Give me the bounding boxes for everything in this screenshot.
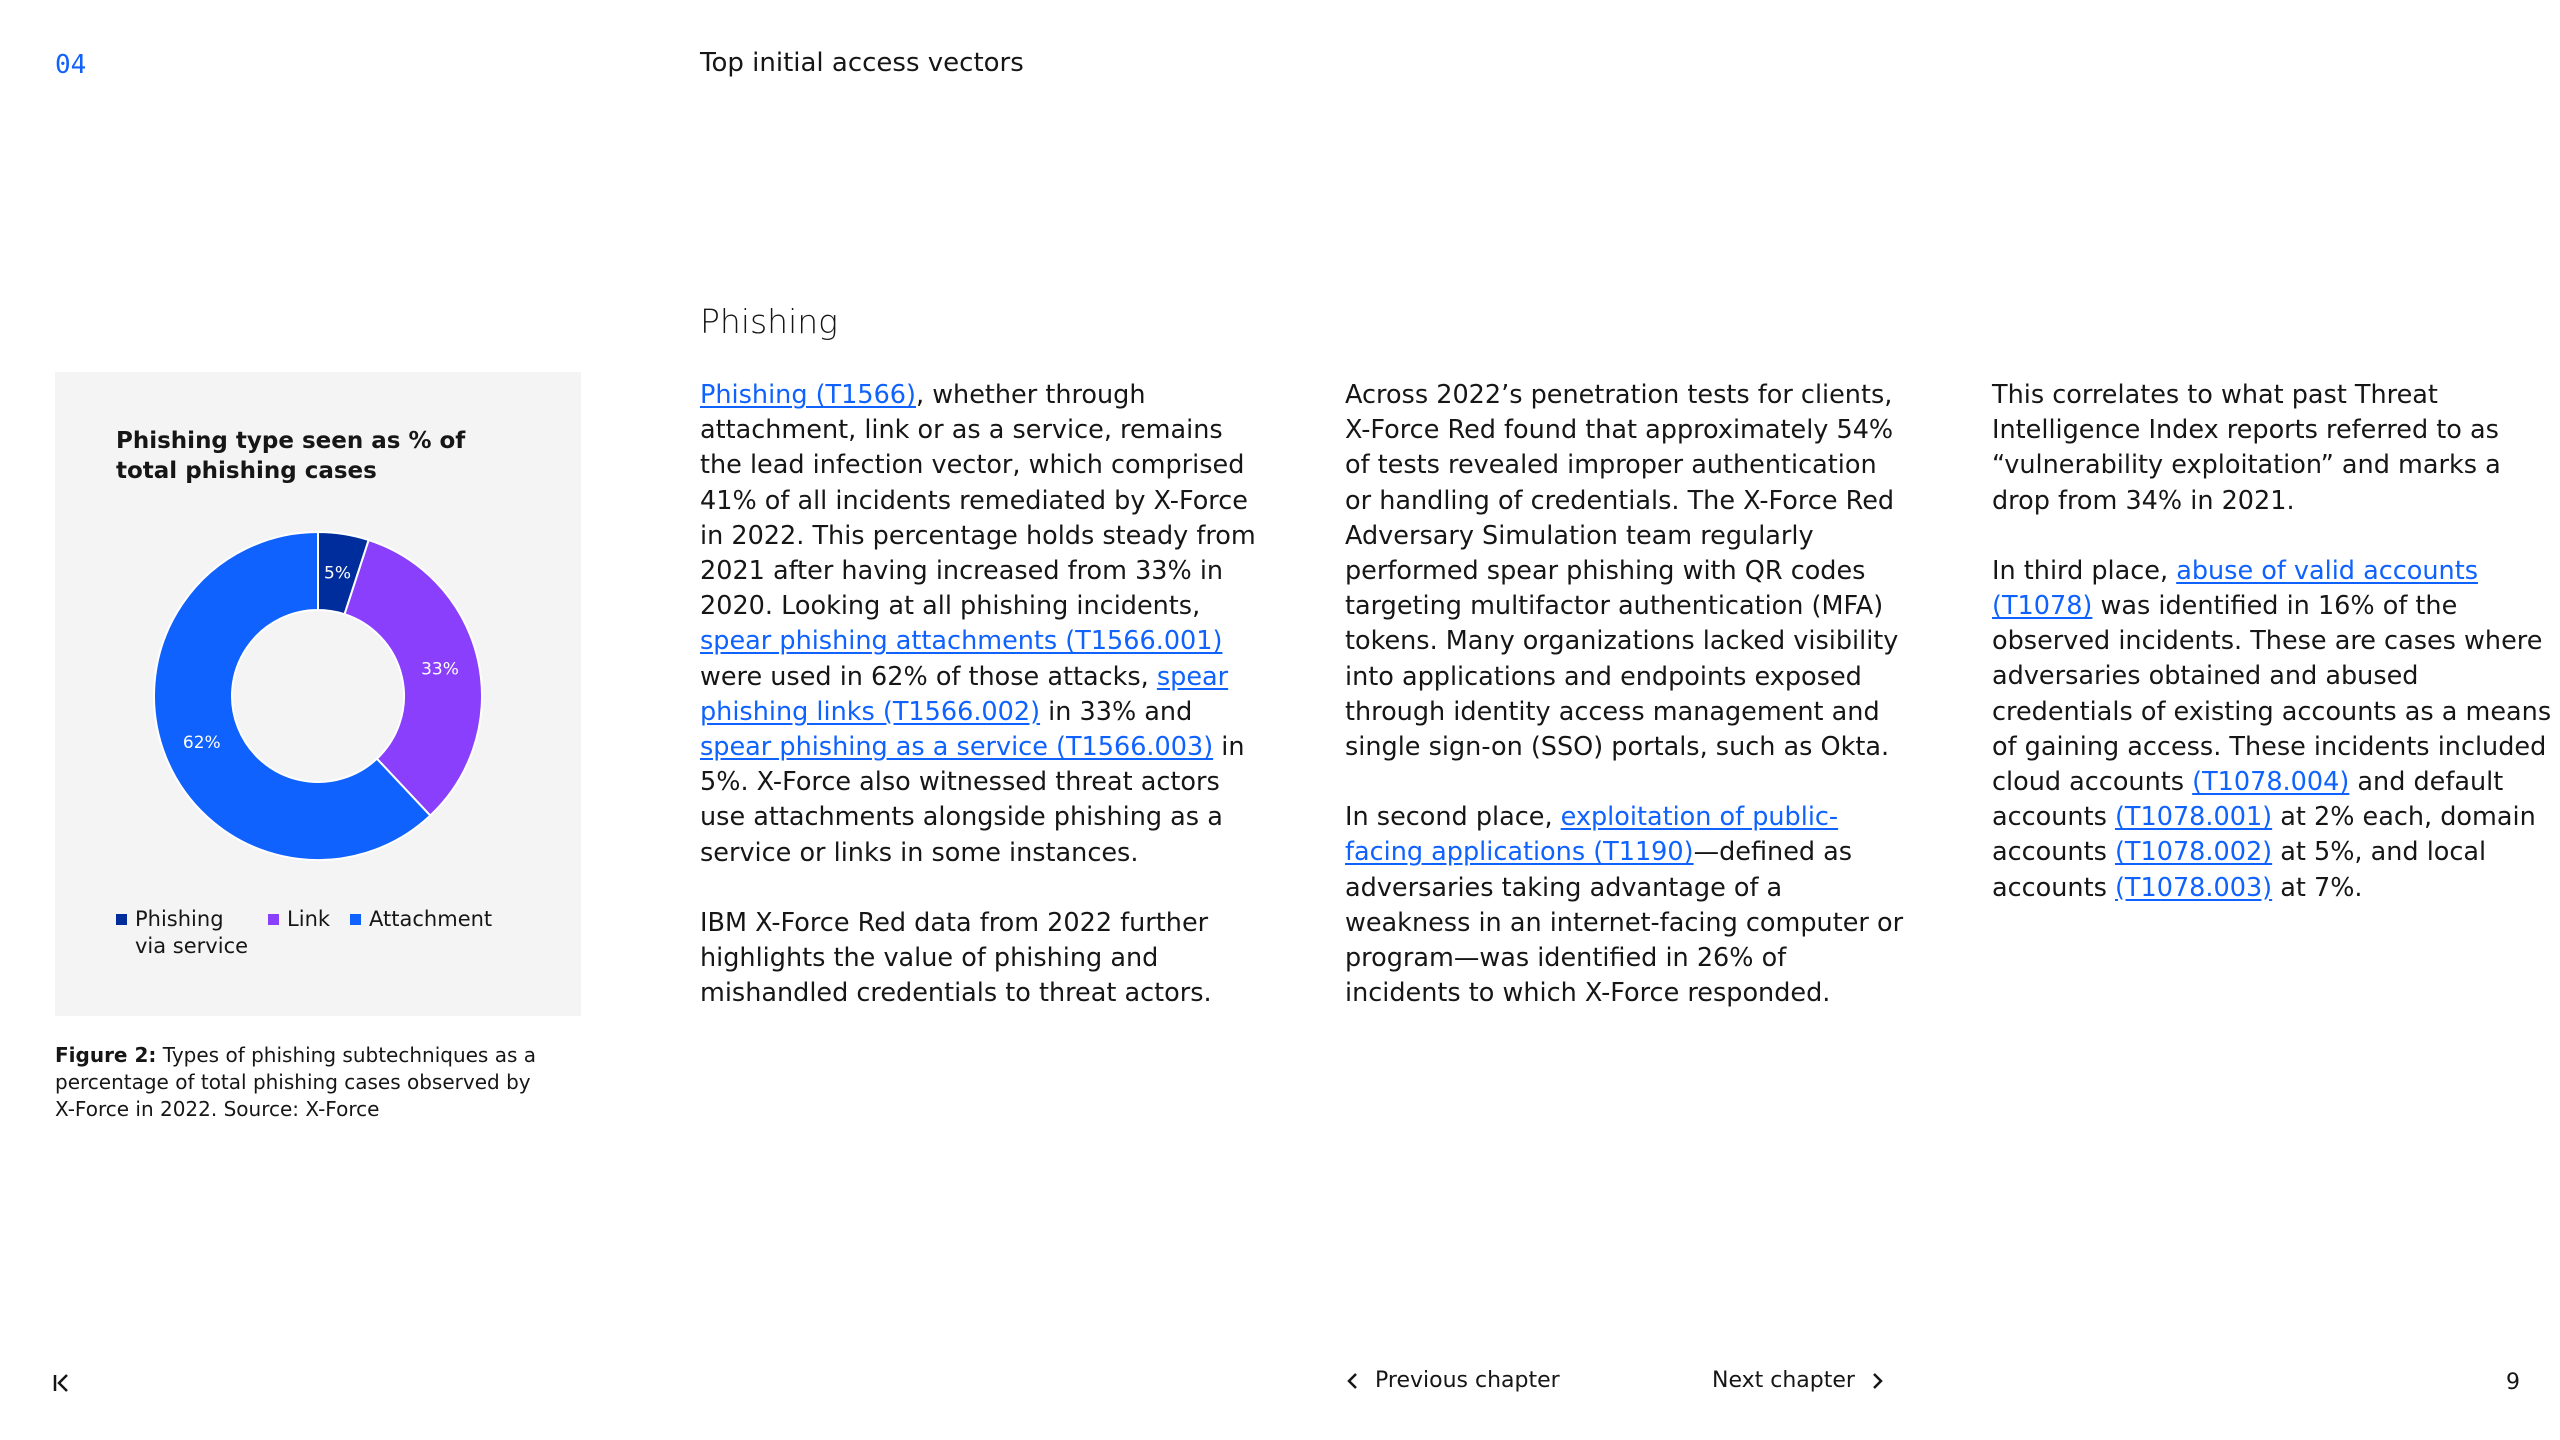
legend-label: Phishing via service: [135, 907, 249, 958]
chart-card: [55, 372, 581, 1016]
legend-label: Attachment: [369, 907, 493, 931]
previous-chapter-label: Previous chapter: [1375, 1368, 1560, 1393]
paragraph-text: and default accounts: [1992, 767, 2504, 833]
paragraph-text: This correlates to what past Threat Intelligence Index reports referred to as “vulnerability exploitation” and marks a drop from 34% in 2021.: [1992, 380, 2501, 516]
previous-chapter-button[interactable]: [1345, 1368, 1560, 1393]
paragraph-text: at 5%, and local accounts: [1992, 837, 2487, 903]
caption-label: Figure 2:: [55, 1043, 157, 1067]
inline-link[interactable]: spear phishing attachments (T1566.001): [700, 626, 1223, 657]
legend-swatch: [350, 914, 361, 925]
donut-chart: [55, 372, 581, 892]
figure-caption: [55, 1042, 555, 1123]
paragraph-text: in 5%. X-Force also witnessed threat actors use attachments alongside phishing as a service or links in some instances.: [700, 732, 1245, 868]
next-chapter-label: Next chapter: [1712, 1368, 1855, 1393]
chevron-left-icon: [1345, 1371, 1361, 1391]
chapter-title: Top initial access vectors: [700, 48, 1024, 78]
legend-item: [116, 906, 248, 960]
paragraph-text: In second place,: [1345, 802, 1561, 833]
inline-link[interactable]: (T1078.002): [2114, 837, 2273, 868]
text-column-1: [700, 378, 1260, 1046]
inline-link[interactable]: (T1078.003): [2114, 872, 2273, 903]
inline-link[interactable]: (T1078.004): [2192, 767, 2350, 798]
paragraph: [1992, 554, 2552, 906]
inline-link[interactable]: Phishing (T1566): [700, 380, 916, 410]
paragraph-text: in 33% and: [1040, 696, 1193, 727]
next-chapter-button[interactable]: [1712, 1368, 1885, 1393]
paragraph-text: In third place,: [1992, 555, 2177, 586]
legend-swatch: [116, 914, 127, 925]
inline-link[interactable]: abuse of valid accounts (T1078): [1992, 555, 2478, 622]
slice-label: 5%: [324, 563, 352, 584]
first-page-icon[interactable]: [52, 1372, 72, 1394]
paragraph: [700, 906, 1260, 1012]
caption-text: Types of phishing subtechniques as a percentage of total phishing cases observed by X-Force in 2022. Source: X-Force: [55, 1043, 536, 1121]
paragraph-text: at 2% each, domain accounts: [1992, 802, 2536, 868]
inline-link[interactable]: spear phishing as a service (T1566.003): [700, 732, 1214, 763]
paragraph-text: , whether through attachment, link or as a service, remains the lead infection vector, which comprised 41% of all incidents remediated by X-Force in 2022. This percentage holds steady from 2021 after having increased from 33% in 2020. Looking at all phishing incidents,: [700, 380, 1256, 622]
paragraph-text: were used in 62% of those attacks,: [700, 661, 1157, 692]
slice-label: 62%: [182, 733, 221, 754]
legend-item: [268, 906, 330, 960]
section-heading: Phishing: [700, 302, 838, 341]
inline-link[interactable]: exploitation of public-facing applications (T1190): [1345, 802, 1839, 868]
text-column-2: [1345, 378, 1905, 1046]
chart-legend: [116, 906, 492, 960]
chevron-right-icon: [1869, 1371, 1885, 1391]
page-number: 9: [2506, 1370, 2520, 1395]
inline-link[interactable]: spear phishing links (T1566.002): [700, 661, 1229, 727]
paragraph: [700, 378, 1260, 871]
slice-label: 33%: [421, 659, 459, 680]
paragraph-text: at 7%.: [2272, 872, 2363, 903]
chapter-number: 04: [55, 50, 87, 80]
legend-label: Link: [287, 907, 331, 931]
paragraph: [1345, 378, 1905, 765]
paragraph: [1345, 800, 1905, 1011]
paragraph-text: —defined as adversaries taking advantage of a weakness in an internet-facing computer or program—was identified in 26% of incidents to which X-Force responded.: [1345, 837, 1904, 1009]
paragraph-text: was identified in 16% of the observed incidents. These are cases where adversaries obtained and abused credentials of existing accounts as a means of gaining access. These incidents included cloud accounts: [1992, 591, 2552, 798]
legend-item: [350, 906, 492, 960]
chart-title: Phishing type seen as % of total phishing cases: [116, 428, 466, 484]
inline-link[interactable]: (T1078.001): [2114, 802, 2273, 833]
paragraph: [1992, 378, 2552, 519]
legend-swatch: [268, 914, 279, 925]
paragraph-text: Across 2022’s penetration tests for clients, X-Force Red found that approximately 54% of tests revealed improper authentication or handling of credentials. The X-Force Red Adversary Simulation team regularly performed spear phishing with QR codes targeting multifactor authentication (MFA) tokens. Many organizations lacked visibility into applications and endpoints exposed through identity access management and single sign-on (SSO) portals, such as Okta.: [1345, 380, 1899, 763]
text-column-3: [1992, 378, 2552, 941]
paragraph-text: IBM X-Force Red data from 2022 further highlights the value of phishing and mishandled credentials to threat actors.: [700, 907, 1212, 1009]
